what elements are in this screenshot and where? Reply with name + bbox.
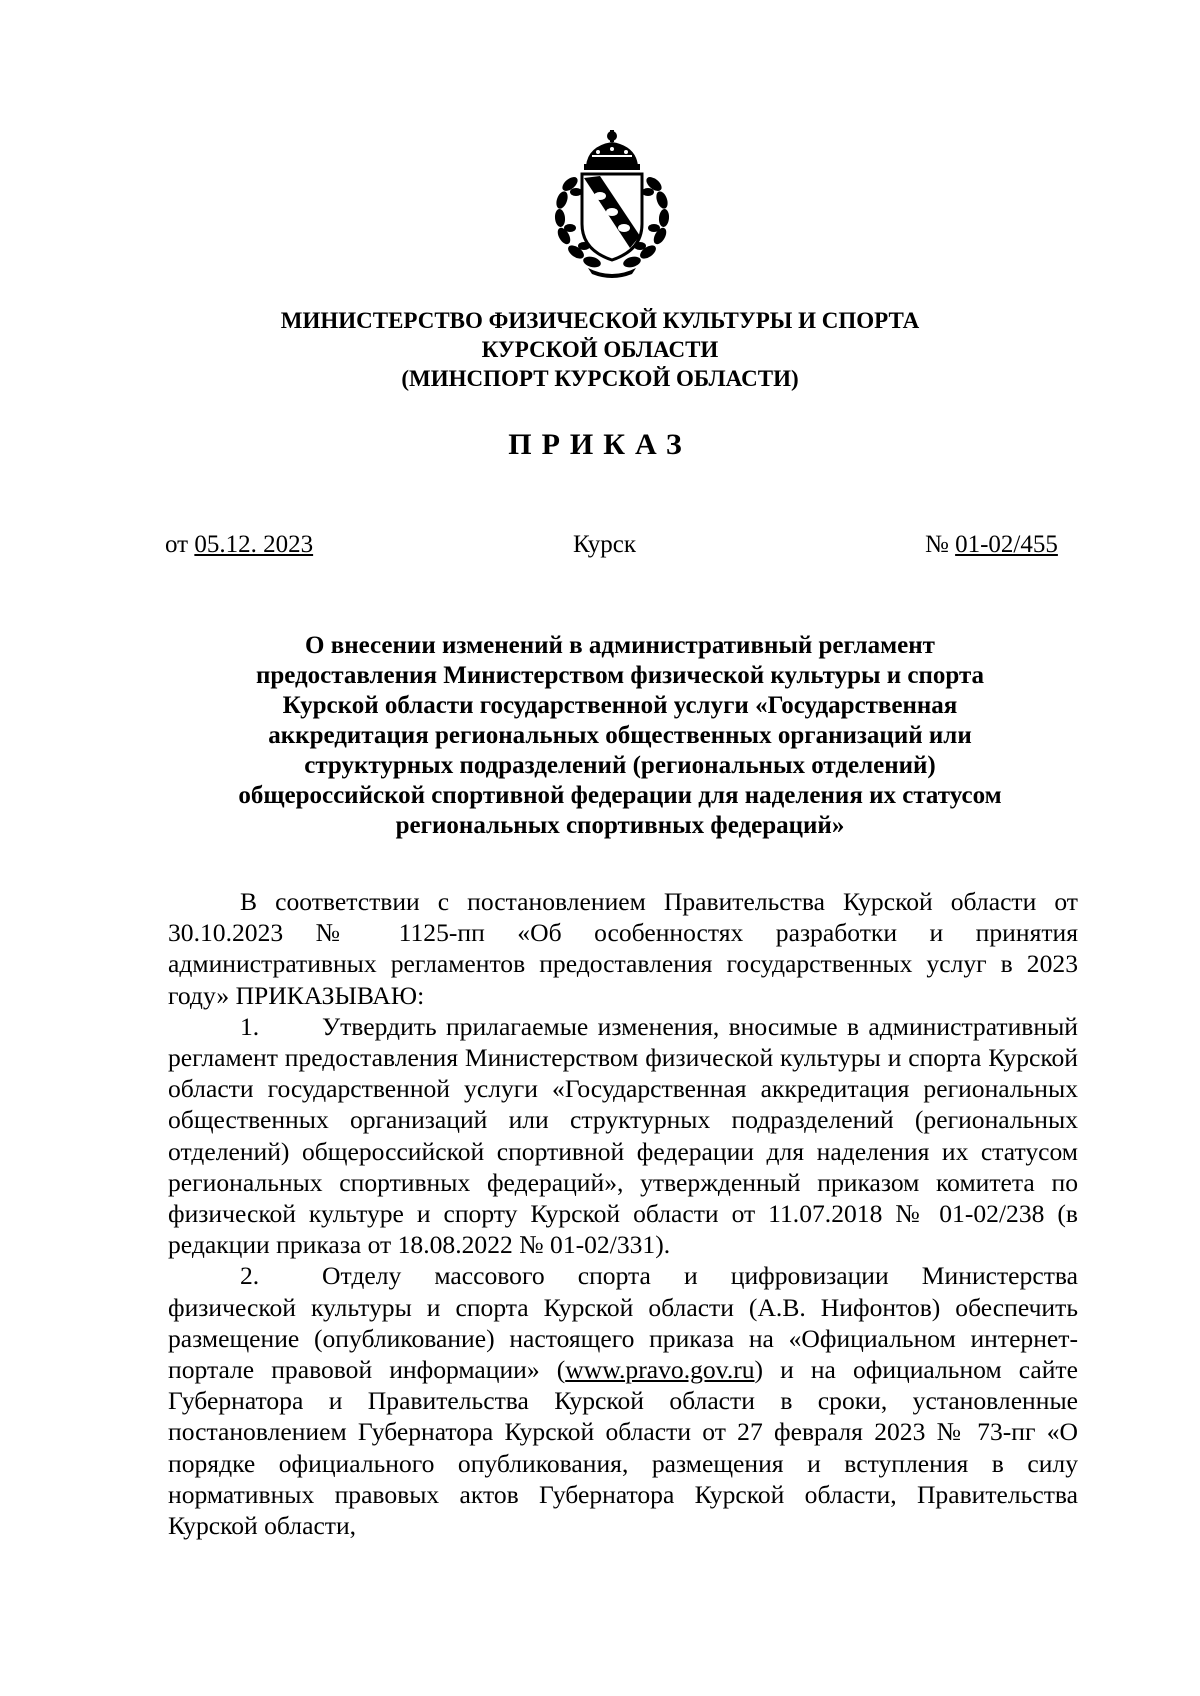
item-text: Отделу массового спорта и цифровизации Министерства физической культуры и спорта Курской области (А.В. Нифонтов) обеспечить размещение (опубликование) настоящего приказа на «Официальном интернет-портале правовой информации» ( xyxy=(168,1261,1078,1385)
kursk-coat-of-arms-emblem xyxy=(548,128,676,280)
order-date-prefix: от xyxy=(165,531,195,558)
order-city: Курск xyxy=(573,531,637,558)
order-item-2 xyxy=(168,1260,1078,1541)
item-number: 2. xyxy=(240,1261,260,1291)
order-number xyxy=(925,530,1058,560)
order-title-line: О внесении изменений в административный регламент xyxy=(305,632,935,659)
order-date xyxy=(165,530,313,560)
ministry-name-short: (МИНСПОРТ КУРСКОЙ ОБЛАСТИ) xyxy=(401,366,799,391)
pravo-gov-link[interactable]: www.pravo.gov.ru xyxy=(565,1355,755,1385)
document-type: ПРИКАЗ xyxy=(508,428,692,461)
order-title-line: региональных спортивных федераций» xyxy=(395,812,845,839)
order-body xyxy=(168,886,1078,1541)
order-date-value: 05.12. 2023 xyxy=(194,531,314,558)
order-number-prefix: № xyxy=(925,531,956,558)
order-title xyxy=(160,631,1080,841)
order-item-1 xyxy=(168,1011,1078,1261)
ministry-name-line1: МИНИСТЕРСТВО ФИЗИЧЕСКОЙ КУЛЬТУРЫ И СПОРТА xyxy=(280,308,920,333)
ministry-name-line2: КУРСКОЙ ОБЛАСТИ xyxy=(481,337,719,362)
item-number: 1. xyxy=(240,1011,260,1041)
order-title-line: структурных подразделений (региональных отделений) xyxy=(304,752,936,779)
preamble-paragraph: В соответствии с постановлением Правительства Курской области от 30.10.2023 № 1125-пп «Об особенностях разработки и принятия административных регламентов предоставления государственных услуг в 2023 году» ПРИКАЗЫВАЮ: xyxy=(168,887,1078,1010)
order-title-line: Курской области государственной услуги «Государственная xyxy=(282,692,958,719)
order-title-line: предоставления Министерством физической культуры и спорта xyxy=(255,662,985,689)
order-number-value: 01-02/455 xyxy=(955,531,1058,558)
order-title-line: аккредитация региональных общественных организаций или xyxy=(268,722,972,749)
item-text: Утвердить прилагаемые изменения, вносимые в административный регламент предоставления Министерством физической культуры и спорта Курской области государственной услуги «Государственная аккредитация региональных общественных организаций или структурных подразделений (региональных отделений) общероссийской спортивной федерации для наделения их статусом региональных спортивных федераций», утвержденный приказом комитета по физической культуре и спорту Курской области от 11.07.2018 № 01-02/238 (в редакции приказа от 18.08.2022 № 01-02/331). xyxy=(168,1011,1078,1260)
ministry-header xyxy=(0,306,1200,393)
item-text-continued: ) и на официальном сайте Губернатора и Правительства Курской области в сроки, установленные постановлением Губернатора Курской области от 27 февраля 2023 № 73-пг «О порядке официального опубликования, размещения и вступления в силу нормативных правовых актов Губернатора Курской области, Правительства Курской области, xyxy=(168,1355,1078,1541)
order-title-line: общероссийской спортивной федерации для наделения их статусом xyxy=(238,782,1002,809)
